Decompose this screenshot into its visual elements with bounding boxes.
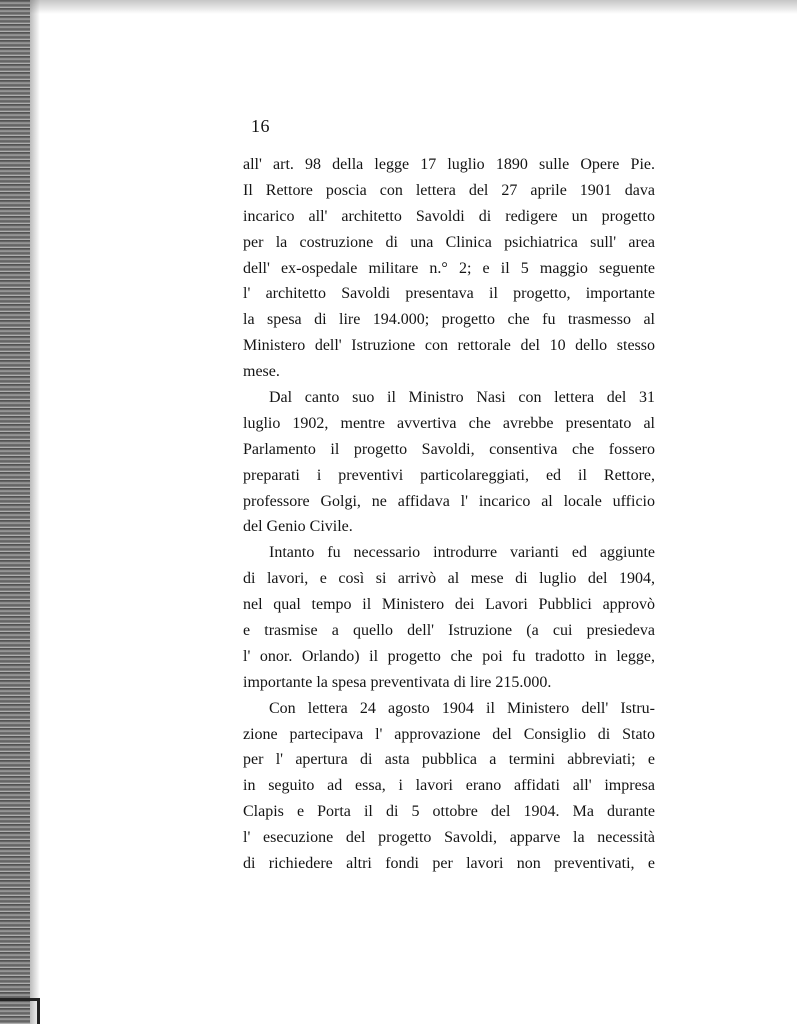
text-line: l' architetto Savoldi presentava il progetto, importante — [243, 285, 655, 303]
text-line: Dal canto suo il Ministro Nasi con lettera del 31 — [269, 389, 655, 407]
text-line: Intanto fu necessario introdurre varianti ed aggiunte — [269, 544, 655, 562]
text-line: del Genio Civile. — [243, 518, 353, 536]
scan-edge-shadow — [30, 0, 40, 1024]
text-line: di lavori, e così si arrivò al mese di luglio del 1904, — [243, 570, 655, 588]
text-line: per la costruzione di una Clinica psichiatrica sull' area — [243, 233, 655, 251]
page-number: 16 — [251, 116, 270, 136]
scan-top-shadow — [30, 0, 797, 14]
scan-binding-edge — [0, 0, 30, 1024]
text-line: Il Rettore poscia con lettera del 27 aprile 1901 dava — [243, 181, 655, 199]
text-line: nel qual tempo il Ministero dei Lavori Pubblici approvò — [243, 596, 655, 614]
text-line: luglio 1902, mentre avvertiva che avrebbe presentato al — [243, 414, 655, 432]
text-line: mese. — [243, 363, 280, 381]
text-line: in seguito ad essa, i lavori erano affidati all' impresa — [243, 777, 655, 795]
text-line: dell' ex-ospedale militare n.° 2; e il 5 maggio seguente — [243, 259, 655, 277]
text-line: l' esecuzione del progetto Savoldi, apparve la necessità — [243, 829, 655, 847]
text-line: per l' apertura di asta pubblica a termini abbreviati; e — [243, 751, 655, 769]
text-line: importante la spesa preventivata di lire 215.000. — [243, 673, 552, 691]
text-line: zione partecipava l' approvazione del Consiglio di Stato — [243, 725, 655, 743]
text-line: di richiedere altri fondi per lavori non preventivati, e — [243, 855, 655, 873]
text-line: e trasmise a quello dell' Istruzione (a cui presiedeva — [243, 622, 655, 640]
text-line: all' art. 98 della legge 17 luglio 1890 sulle Opere Pie. — [243, 156, 655, 173]
text-line: la spesa di lire 194.000; progetto che fu trasmesso al — [243, 311, 655, 329]
text-line: Parlamento il progetto Savoldi, consentiva che fossero — [243, 440, 655, 458]
text-line: professore Golgi, ne affidava l' incarico al locale ufficio — [243, 492, 655, 510]
text-line: l' onor. Orlando) il progetto che poi fu tradotto in legge, — [243, 647, 655, 665]
text-line: Ministero dell' Istruzione con rettorale del 10 dello stesso — [243, 337, 655, 355]
text-line: Clapis e Porta il di 5 ottobre del 1904. Ma durante — [243, 803, 655, 821]
scan-corner-mark — [0, 998, 40, 1024]
text-line: Con lettera 24 agosto 1904 il Ministero dell' Istru- — [269, 699, 655, 717]
text-line: incarico all' architetto Savoldi di redigere un progetto — [243, 207, 655, 225]
body-text — [243, 152, 655, 877]
text-line: preparati i preventivi particolareggiati, ed il Rettore, — [243, 466, 655, 484]
